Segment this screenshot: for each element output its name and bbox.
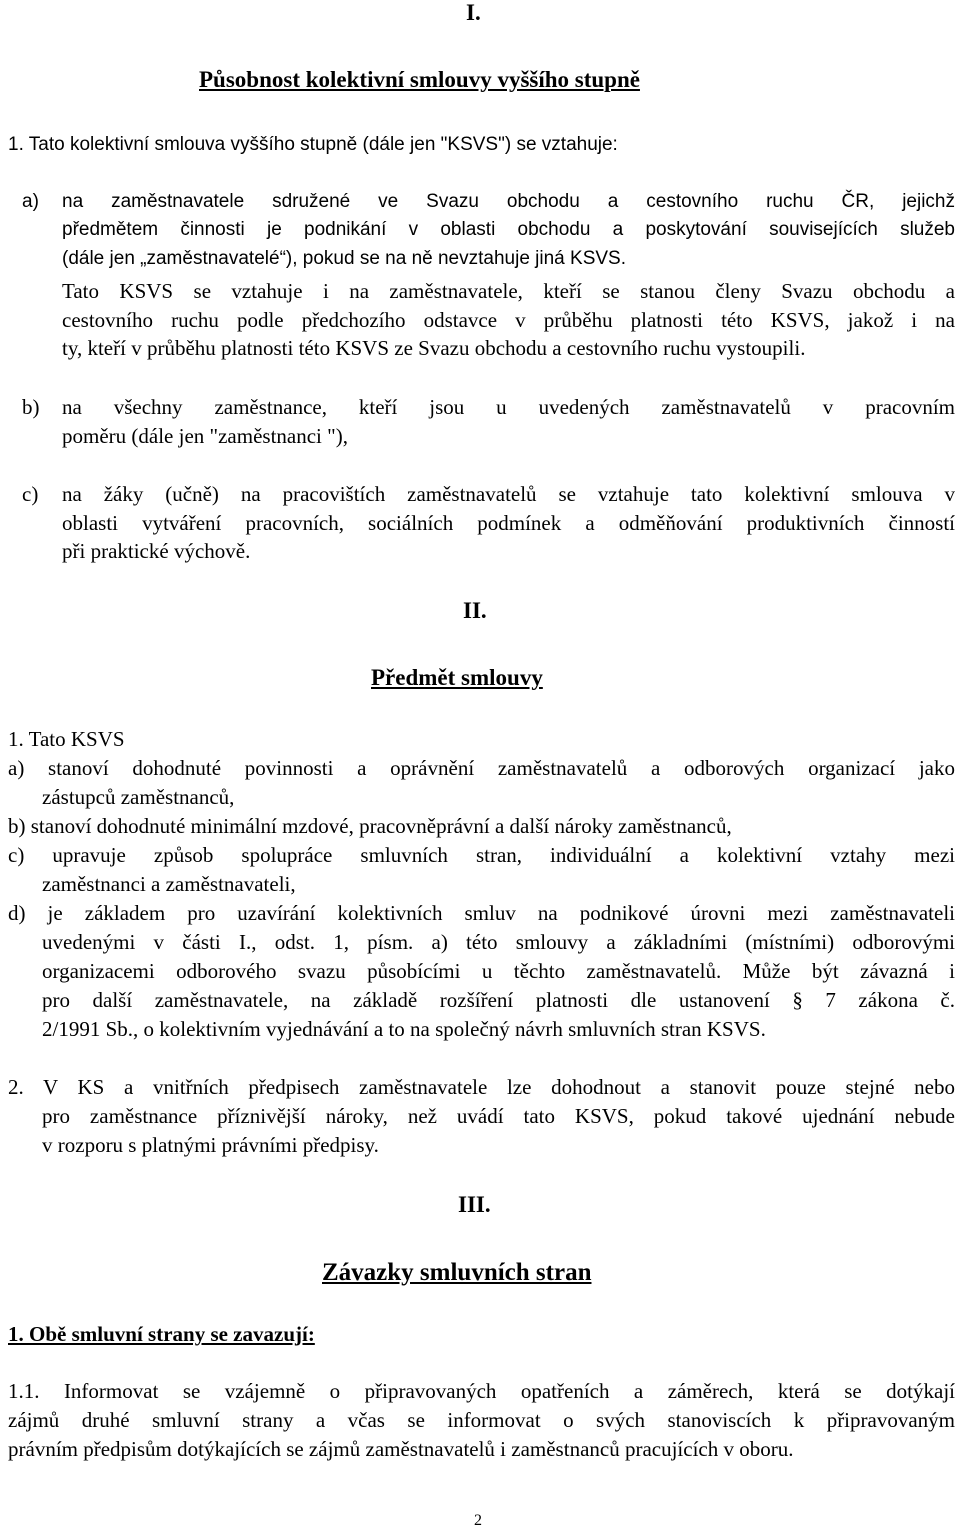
intro-paragraph: 1. Tato kolektivní smlouva vyššího stupně (dále jen "KSVS") se vztahuje: <box>8 134 618 155</box>
list-item-a-line: (dále jen „zaměstnavatelé“), pokud se na ně nevztahuje jiná KSVS. <box>62 248 626 269</box>
paragraph-line: pro zaměstnance příznivější nároky, než uvádí tato KSVS, pokud takové ujednání nebude <box>42 1104 955 1128</box>
paragraph-line: v rozporu s platnými právními předpisy. <box>42 1133 379 1157</box>
paragraph-line: ty, kteří v průběhu platnosti této KSVS ze Svazu obchodu a cestovního ruchu vystoupili. <box>62 336 806 360</box>
list-item-a-line: zástupců zaměstnanců, <box>42 785 235 809</box>
list-label-a: a) <box>22 191 39 212</box>
paragraph-line: cestovního ruchu podle předchozího odstavce v průběhu platnosti této KSVS, jakož i na <box>62 308 955 332</box>
section-number: III. <box>458 1192 491 1217</box>
list-item-d-line: 2/1991 Sb., o kolektivním vyjednávání a to na společný návrh smluvních stran KSVS. <box>42 1017 766 1041</box>
section-number: II. <box>463 598 487 623</box>
paragraph-line: právním předpisům dotýkajících se zájmů zaměstnavatelů i zaměstnanců pracujících v oboru. <box>8 1437 794 1461</box>
list-item-b-line: b) stanoví dohodnuté minimální mzdové, pracovněprávní a další nároky zaměstnanců, <box>8 814 732 838</box>
intro-paragraph: 1. Tato KSVS <box>8 727 125 751</box>
section-title: Předmět smlouvy <box>371 665 543 690</box>
list-label-b: b) <box>22 395 40 419</box>
paragraph-line: 1.1. Informovat se vzájemně o připravovaných opatřeních a záměrech, která se dotýkají <box>8 1379 955 1403</box>
subheading: 1. Obě smluvní strany se zavazují: <box>8 1322 315 1346</box>
list-item-c-line: na žáky (učně) na pracovištích zaměstnavatelů se vztahuje tato kolektivní smlouva v <box>62 482 955 506</box>
list-item-c-line: c) upravuje způsob spolupráce smluvních stran, individuální a kolektivní vztahy mezi <box>8 843 955 867</box>
list-item-a-line: a) stanoví dohodnuté povinnosti a oprávnění zaměstnavatelů a odborových organizací jako <box>8 756 955 780</box>
paragraph-line: 2. V KS a vnitřních předpisech zaměstnavatele lze dohodnout a stanovit pouze stejné nebo <box>8 1075 955 1099</box>
list-item-b-line: na všechny zaměstnance, kteří jsou u uvedených zaměstnavatelů v pracovním <box>62 395 955 419</box>
list-item-d-line: organizacemi odborového svazu působícími u těchto zaměstnavatelů. Může být závazná i <box>42 959 955 983</box>
list-item-d-line: pro další zaměstnavatele, na základě rozšíření platnosti dle ustanovení § 7 zákona č. <box>42 988 955 1012</box>
list-item-d-line: d) je základem pro uzavírání kolektivních smluv na podnikové úrovni mezi zaměstnavateli <box>8 901 955 925</box>
list-item-c-line: při praktické výchově. <box>62 539 251 563</box>
list-item-c-line: zaměstnanci a zaměstnavateli, <box>42 872 296 896</box>
page-number: 2 <box>474 1512 482 1529</box>
section-title: Závazky smluvních stran <box>322 1259 592 1286</box>
list-item-b-line: poměru (dále jen "zaměstnanci "), <box>62 424 348 448</box>
paragraph-line: Tato KSVS se vztahuje i na zaměstnavatele, kteří se stanou členy Svazu obchodu a <box>62 279 955 303</box>
section-title: Působnost kolektivní smlouvy vyššího stupně <box>199 67 640 92</box>
list-item-a-line: na zaměstnavatele sdružené ve Svazu obchodu a cestovního ruchu ČR, jejichž <box>62 191 955 212</box>
list-item-a-line: předmětem činnosti je podnikání v oblasti obchodu a poskytování souvisejících služeb <box>62 219 955 240</box>
list-label-c: c) <box>22 482 39 506</box>
list-item-c-line: oblasti vytváření pracovních, sociálních podmínek a odměňování produktivních činností <box>62 511 955 535</box>
list-item-d-line: uvedenými v části I., odst. 1, písm. a) této smlouvy a základními (místními) odborovými <box>42 930 955 954</box>
paragraph-line: zájmů druhé smluvní strany a včas se informovat o svých stanoviscích k připravovaným <box>8 1408 955 1432</box>
section-number: I. <box>466 0 481 25</box>
